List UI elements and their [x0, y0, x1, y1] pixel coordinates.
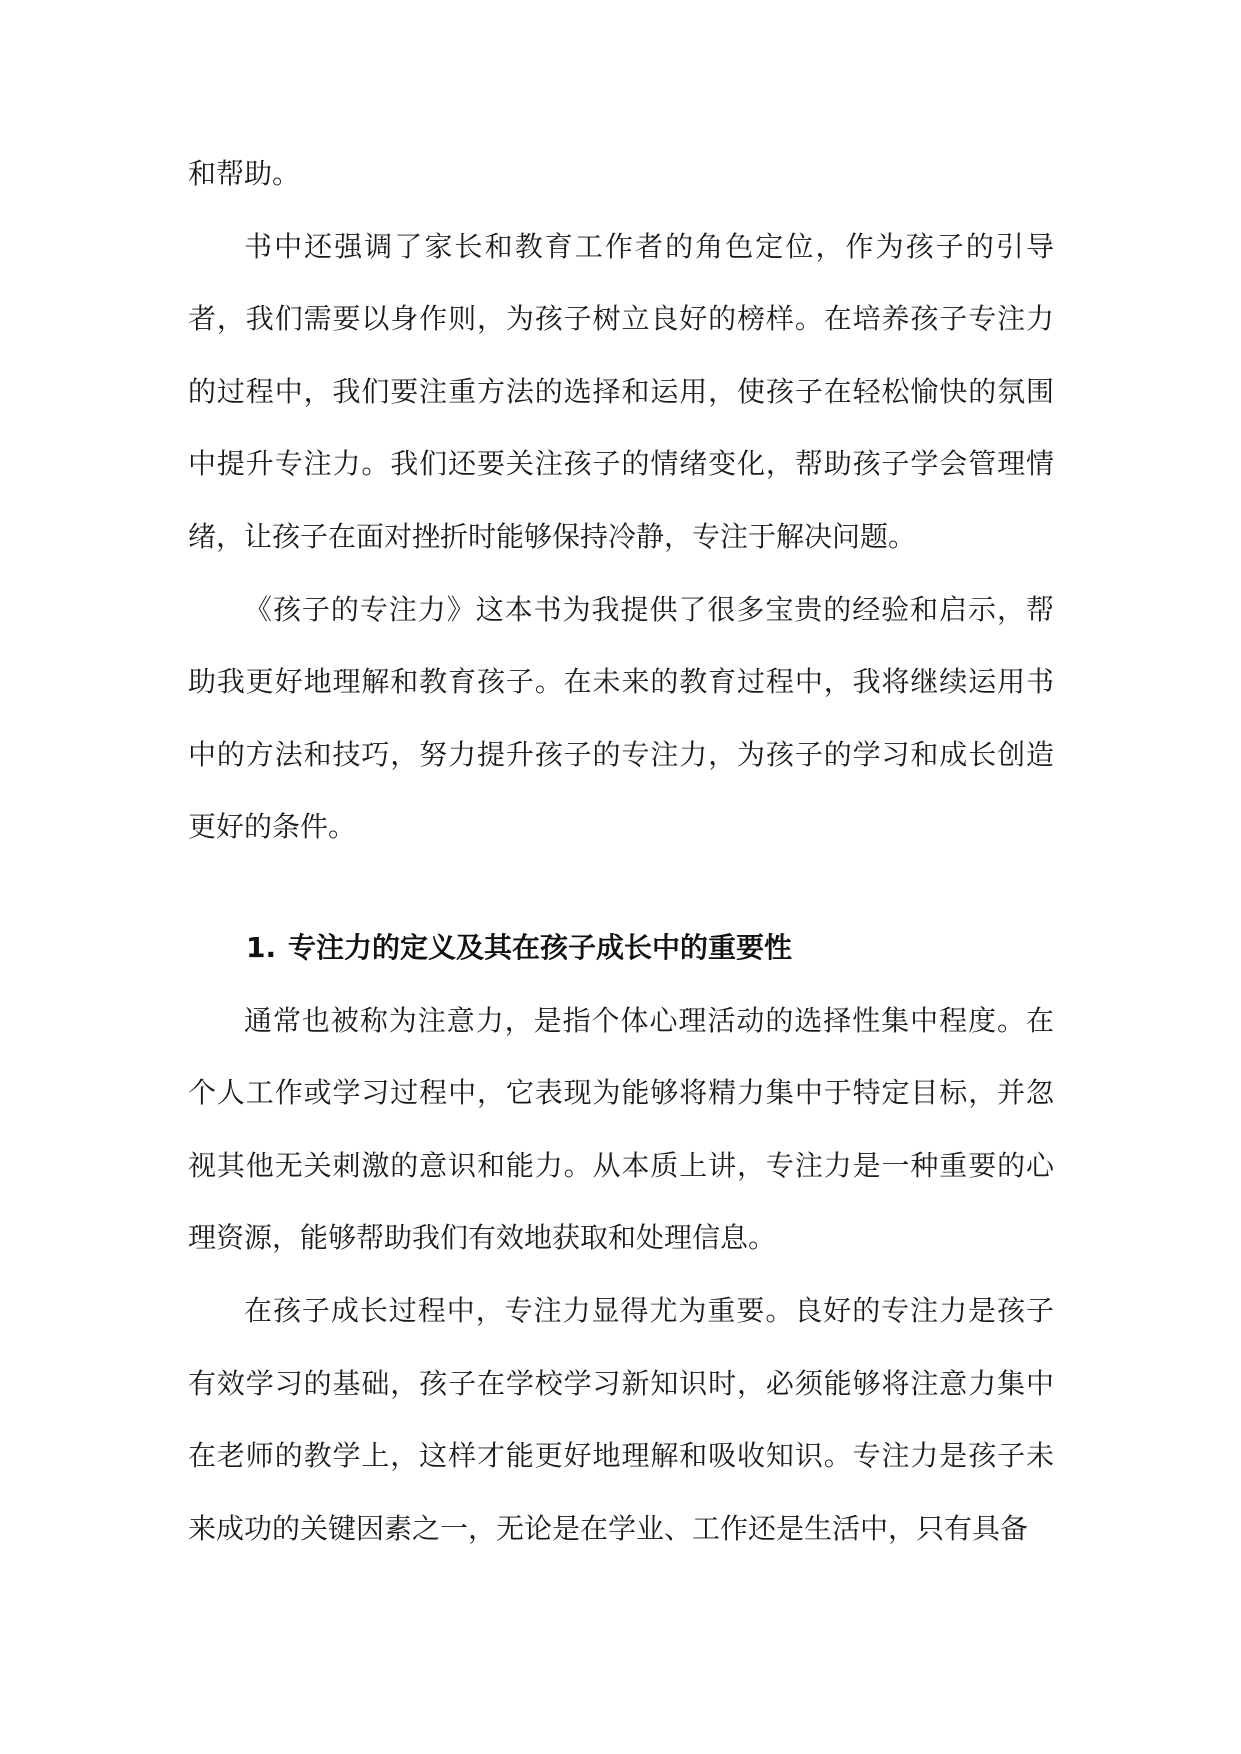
paragraph-importance: 在孩子成长过程中，专注力显得尤为重要。良好的专注力是孩子有效学习的基础，孩子在学校学习新知识时，必须能够将注意力集中在老师的教学上，这样才能更好地理解和吸收知识。专注力是孩子未来成功的关键因素之一，无论是在学业、工作还是生活中，只有具备 — [188, 1293, 1054, 1545]
paragraph-continuation: 和帮助。 — [188, 157, 301, 190]
section-heading — [188, 912, 1054, 985]
section-number: 1. — [246, 930, 277, 964]
paragraph-book-reflection: 《孩子的专注力》这本书为我提供了很多宝贵的经验和启示，帮助我更好地理解和教育孩子。在未来的教育过程中，我将继续运用书中的方法和技巧，努力提升孩子的专注力，为孩子的学习和成长创造更好的条件。 — [188, 592, 1054, 844]
paragraph-role-of-parents: 书中还强调了家长和教育工作者的角色定位，作为孩子的引导者，我们需要以身作则，为孩子树立良好的榜样。在培养孩子专注力的过程中，我们要注重方法的选择和运用，使孩子在轻松愉快的氛围中提升专注力。我们还要关注孩子的情绪变化，帮助孩子学会管理情绪，让孩子在面对挫折时能够保持冷静，专注于解决问题。 — [188, 229, 1054, 553]
section-title: 专注力的定义及其在孩子成长中的重要性 — [288, 930, 793, 964]
document-body — [188, 138, 1054, 1565]
paragraph-definition: 通常也被称为注意力，是指个体心理活动的选择性集中程度。在个人工作或学习过程中，它表现为能够将精力集中于特定目标，并忽视其他无关刺激的意识和能力。从本质上讲，专注力是一种重要的心理资源，能够帮助我们有效地获取和处理信息。 — [188, 1003, 1054, 1255]
